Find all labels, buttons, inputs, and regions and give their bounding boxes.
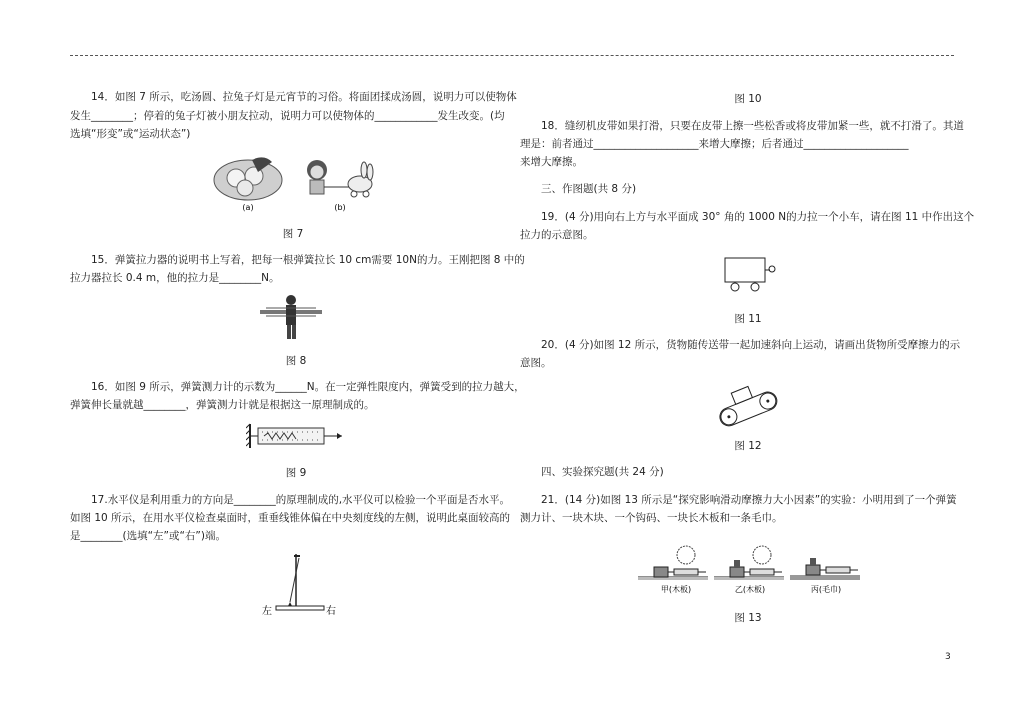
fig10-label-right: 右	[326, 606, 336, 617]
q17-line3: 是________(选填“左”或“右”)端。	[70, 530, 226, 542]
q20-line1: 20．(4 分)如图 12 所示，货物随传送带一起加速斜向上运动，请画出货物所受摩擦力的示	[541, 339, 961, 351]
fig7-label-b: (b)	[334, 203, 346, 212]
fig11-caption: 图 11	[734, 313, 762, 325]
q15-line2: 拉力器拉长 0.4 m，他的拉力是________N。	[70, 272, 280, 284]
fig7-caption: 图 7	[282, 228, 304, 240]
q14-line2: 发生________；停着的兔子灯被小朋友拉动，说明力可以使物体的____________发生改变。(均	[70, 110, 505, 122]
q15-line1: 15．弹簧拉力器的说明书上写着，把每一根弹簧拉长 10 cm需要 10N的力。王刚把图 8 中的	[91, 254, 525, 266]
q14-line1: 14．如图 7 所示，吃汤圆、拉兔子灯是元宵节的习俗。将面团揉成汤圆，说明力可以使物体	[91, 91, 517, 103]
q17-line2: 如图 10 所示，在用水平仪检查桌面时，重垂线锥体偏在中央刻度线的左侧，说明此桌面较高的	[70, 512, 511, 524]
figure-10-level	[256, 552, 340, 618]
fig13-label-jia: 甲(木板)	[660, 585, 692, 594]
fig13-label-yi: 乙(木板)	[734, 585, 766, 594]
fig13-setup-jia	[638, 546, 708, 580]
figure-13-friction-experiment	[636, 543, 862, 595]
fig7-label-a: (a)	[242, 203, 254, 212]
fig10-caption: 图 10	[734, 93, 762, 105]
fig7b-rabbit-lantern	[307, 160, 373, 197]
figure-7	[212, 152, 378, 214]
fig9-caption: 图 9	[285, 467, 307, 479]
q18-line3: 来增大摩擦。	[520, 156, 583, 168]
q19-line1: 19．(4 分)用向右上方与水平面成 30° 角的 1000 N的力拉一个小车，请在图 11 中作出这个	[541, 211, 975, 223]
figure-12-conveyor	[710, 378, 786, 432]
section-3-heading: 三、作图题(共 8 分)	[541, 183, 637, 195]
q17-line1: 17.水平仪是利用重力的方向是________的原理制成的,水平仪可以检验一个平面是否水平。	[91, 494, 511, 506]
q18-line1: 18．缝纫机皮带如果打滑，只要在皮带上擦一些松香或将皮带加紧一些，就不打滑了。其道	[541, 120, 964, 132]
header-rule	[70, 55, 954, 56]
q21-line2: 测力计、一块木块、一个钩码、一块长木板和一条毛巾。	[520, 512, 783, 524]
fig12-caption: 图 12	[734, 440, 762, 452]
page-number: 3	[945, 652, 951, 662]
q19-line2: 拉力的示意图。	[520, 229, 594, 241]
section-4-heading: 四、实验探究题(共 24 分)	[541, 466, 664, 478]
fig8-caption: 图 8	[285, 355, 307, 367]
fig7a-tangyuan-bowl	[214, 157, 282, 200]
q14-line3: 选填“形变”或“运动状态”)	[70, 128, 191, 140]
q16-line1: 16．如图 9 所示，弹簧测力计的示数为______N。在一定弹性限度内，弹簧受到的拉力越大，	[91, 381, 525, 393]
q21-line1: 21．(14 分)如图 13 所示是“探究影响滑动摩擦力大小因素”的实验：小明用到了一个弹簧	[541, 494, 957, 506]
figure-11-cart	[722, 256, 778, 294]
figure-9-spring-scale	[246, 422, 348, 450]
fig13-setup-yi	[714, 546, 784, 580]
fig13-label-bing: 丙(毛巾)	[810, 585, 842, 594]
q20-line2: 意图。	[520, 357, 552, 369]
fig13-caption: 图 13	[734, 612, 762, 624]
figure-8	[258, 294, 324, 340]
q16-line2: 弹簧伸长量就越________，弹簧测力计就是根据这一原理制成的。	[70, 399, 375, 411]
q18-line2: 理是：前者通过____________________来增大摩擦；后者通过____________________	[520, 138, 909, 150]
fig10-label-left: 左	[262, 606, 272, 617]
fig13-setup-bing	[790, 558, 860, 580]
